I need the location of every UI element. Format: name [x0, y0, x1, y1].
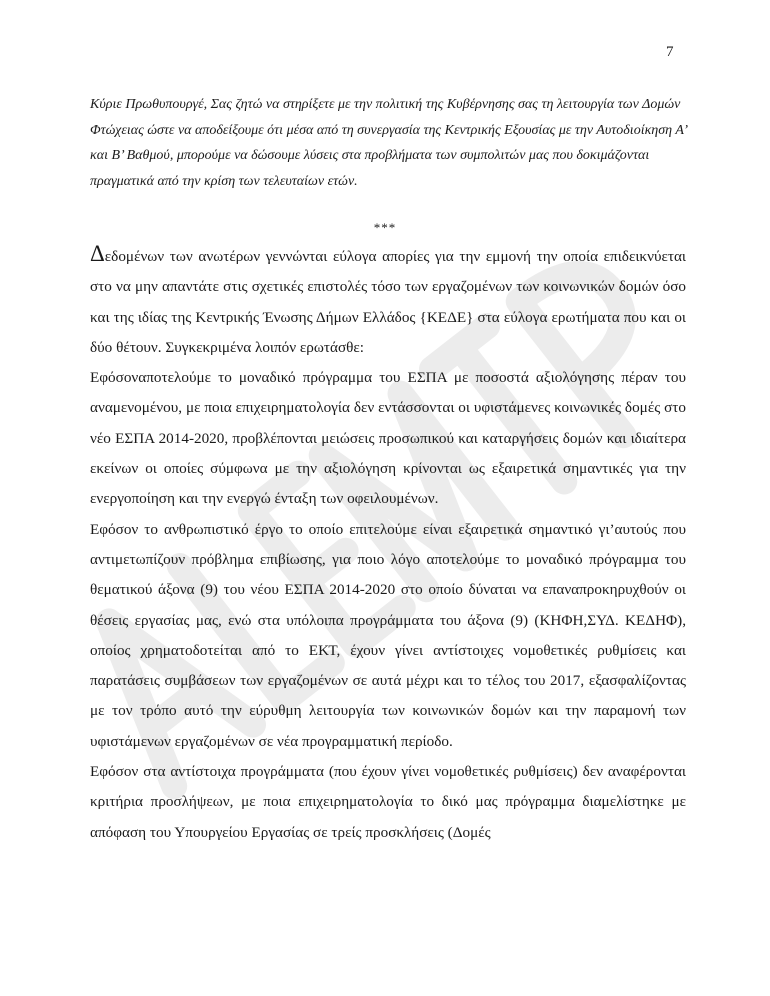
paragraph-1 [90, 242, 686, 363]
paragraph-2: Εφόσοναποτελούμε το μοναδικό πρόγραμμα του ΕΣΠΑ με ποσοστά αξιολόγησης πέραν του αναμενομένου, με ποια επιχειρηματολογία δεν εντάσσονται οι υφιστάμενες κοινωνικές δομές στο νέο ΕΣΠΑ 2014-2020, προβλέπονται μειώσεις προσωπικού και καταργήσεις δομών και ιδιαίτερα εκείνων οι οποίες σύμφωνα με την αξιολόγηση κρίνονται ως εξαιρετικά σημαντικές για την ενεργοποίηση και την ενεργώ ένταξη των οφειλουμένων. [90, 369, 686, 508]
intro-italic-paragraph: Κύριε Πρωθυπουργέ, Σας ζητώ να στηρίξετε με την πολιτική της Κυβέρνησης σας τη λειτουργία των Δομών Φτώχειας ώστε να αποδείξουμε ότι μέσα από τη συνεργασία της Κεντρικής Εξουσίας με την Αυτοδιοίκηση Α’ και Β’ Βαθμού, μπορούμε να δώσουμε λύσεις στα προβλήματα των συμπολιτών μας που δοκιμάζονται πραγματικά από την κρίση των τελευταίων ετών. [90, 97, 687, 189]
paragraph-4: Εφόσον στα αντίστοιχα προγράμματα (που έχουν γίνει νομοθετικές ρυθμίσεις) δεν αναφέρονται κριτήρια προσλήψεων, με ποια επιχειρηματολογία το δικό μας πρόγραμμα διαμελίστηκε με απόφαση του Υπουργείου Εργασίας σε τρείς προσκλήσεις (Δομές [90, 763, 686, 841]
page-number: 7 [666, 44, 674, 60]
paragraph-3: Εφόσον το ανθρωπιστικό έργο το οποίο επιτελούμε είναι εξαιρετικά σημαντικό γι’αυτούς που αντιμετωπίζουν πρόβλημα επιβίωσης, για ποιο λόγο αποτελούμε το μοναδικό πρόγραμμα του θεματικού άξονα (9) του νέου ΕΣΠΑ 2014-2020 στο οποίο δύναται να επαναπροκηρυχθούν οι θέσεις εργασίας μας, ενώ στα υπόλοιπα προγράμματα του άξονα (9) (ΚΗΦΗ,ΣΥΔ. ΚΕΔΗΦ), οποίος χρηματοδοτείται από το ΕΚΤ, έχουν γίνει αντίστοιχες νομοθετικές ρυθμίσεις και παρατάσεις συμβάσεων των εργαζομένων σε αυτά μέχρι και το τέλος του 2017, εξασφαλίζοντας με τον τρόπο αυτό την εύρυθμη λειτουργία των κοινωνικών δομών και την παραμονή των υφιστάμενων εργαζομένων σε νέα προγραμματική περίοδο. [90, 520, 686, 750]
main-body [90, 242, 686, 848]
section-separator: *** [373, 220, 397, 235]
paragraph-1-text: εδομένων των ανωτέρων γεννώνται εύλογα απορίες για την εμμονή την οποία επιδεικνύεται στο να μην απαντάτε στις σχετικές επιστολές τόσο των εργαζομένων των κοινωνικών δομών όσο και της ιδίας της Κεντρικής Ένωσης Δήμων Ελλάδος {ΚΕΔΕ} στα εύλογα ερωτήματα που και οι δύο θέτουν. Συγκεκριμένα λοιπόν ερωτάσθε: [90, 248, 686, 356]
drop-cap: Δ [90, 241, 105, 266]
